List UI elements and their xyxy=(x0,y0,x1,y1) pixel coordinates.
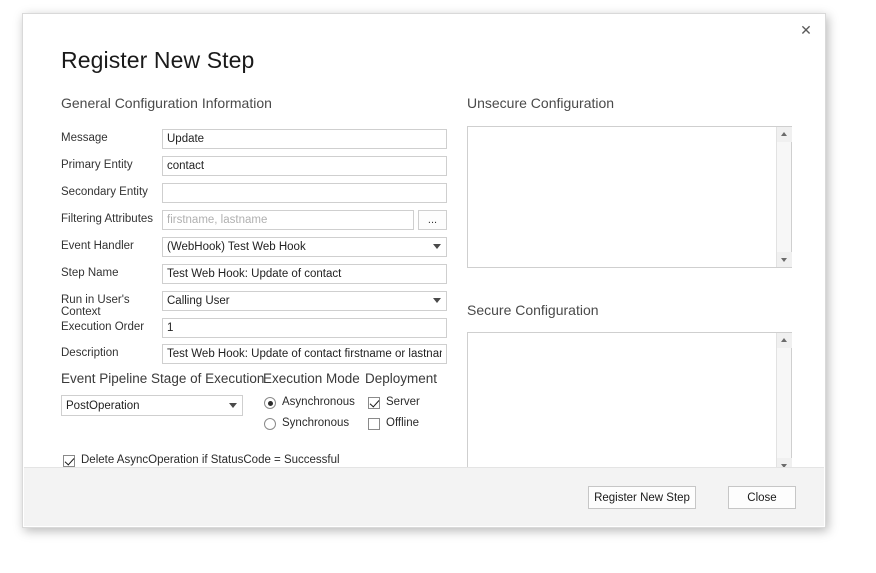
secure-configuration-textarea[interactable] xyxy=(468,333,775,473)
step-name-input[interactable] xyxy=(162,264,447,284)
scroll-down-icon[interactable] xyxy=(777,252,792,267)
event-pipeline-heading: Event Pipeline Stage of Execution xyxy=(61,371,265,386)
filtering-attributes-label: Filtering Attributes xyxy=(61,213,154,225)
run-in-user-context-select-wrap xyxy=(162,291,447,311)
execution-mode-asynchronous-label: Asynchronous xyxy=(282,396,355,408)
execution-mode-synchronous-label: Synchronous xyxy=(282,417,350,429)
description-input[interactable] xyxy=(162,344,447,364)
event-pipeline-select[interactable] xyxy=(61,395,243,416)
delete-async-operation-label: Delete AsyncOperation if StatusCode = Successful xyxy=(81,454,340,466)
execution-mode-heading: Execution Mode xyxy=(263,371,360,386)
filtering-attributes-browse-button[interactable]: ... xyxy=(418,210,447,230)
radio-icon xyxy=(264,397,276,409)
general-configuration-heading: General Configuration Information xyxy=(61,95,272,111)
run-in-user-context-label: Run in User's Context xyxy=(61,294,130,318)
event-handler-select-wrap xyxy=(162,237,447,257)
deployment-server-label: Server xyxy=(386,396,420,408)
secondary-entity-label: Secondary Entity xyxy=(61,186,148,198)
event-pipeline-select-wrap xyxy=(61,395,243,416)
register-new-step-button[interactable]: Register New Step xyxy=(588,486,696,509)
checkbox-icon xyxy=(368,418,380,430)
execution-order-input[interactable] xyxy=(162,318,447,338)
description-label: Description xyxy=(61,347,119,359)
unsecure-configuration-scrollbar[interactable] xyxy=(776,127,791,267)
register-new-step-dialog xyxy=(22,13,826,528)
step-name-label: Step Name xyxy=(61,267,119,279)
deployment-heading: Deployment xyxy=(365,371,438,386)
dialog-footer xyxy=(24,467,824,526)
run-in-user-context-select[interactable] xyxy=(162,291,447,311)
unsecure-configuration-box xyxy=(467,126,792,268)
primary-entity-input[interactable] xyxy=(162,156,447,176)
unsecure-configuration-textarea[interactable] xyxy=(468,127,775,267)
secure-configuration-scrollbar[interactable] xyxy=(776,333,791,473)
secure-configuration-heading: Secure Configuration xyxy=(467,302,599,318)
close-button[interactable]: Close xyxy=(728,486,796,509)
message-input[interactable] xyxy=(162,129,447,149)
scroll-up-icon[interactable] xyxy=(777,127,792,142)
checkbox-icon xyxy=(368,397,380,409)
event-handler-label: Event Handler xyxy=(61,240,134,252)
deployment-offline-label: Offline xyxy=(386,417,420,429)
message-label: Message xyxy=(61,132,108,144)
secure-configuration-box xyxy=(467,332,792,474)
close-icon[interactable]: ✕ xyxy=(795,20,817,40)
checkbox-icon xyxy=(63,455,75,467)
primary-entity-label: Primary Entity xyxy=(61,159,133,171)
filtering-attributes-input[interactable] xyxy=(162,210,414,230)
page-title: Register New Step xyxy=(61,47,255,73)
event-handler-select[interactable] xyxy=(162,237,447,257)
radio-icon xyxy=(264,418,276,430)
execution-order-label: Execution Order xyxy=(61,321,145,333)
secondary-entity-input[interactable] xyxy=(162,183,447,203)
scroll-up-icon[interactable] xyxy=(777,333,792,348)
unsecure-configuration-heading: Unsecure Configuration xyxy=(467,95,615,111)
